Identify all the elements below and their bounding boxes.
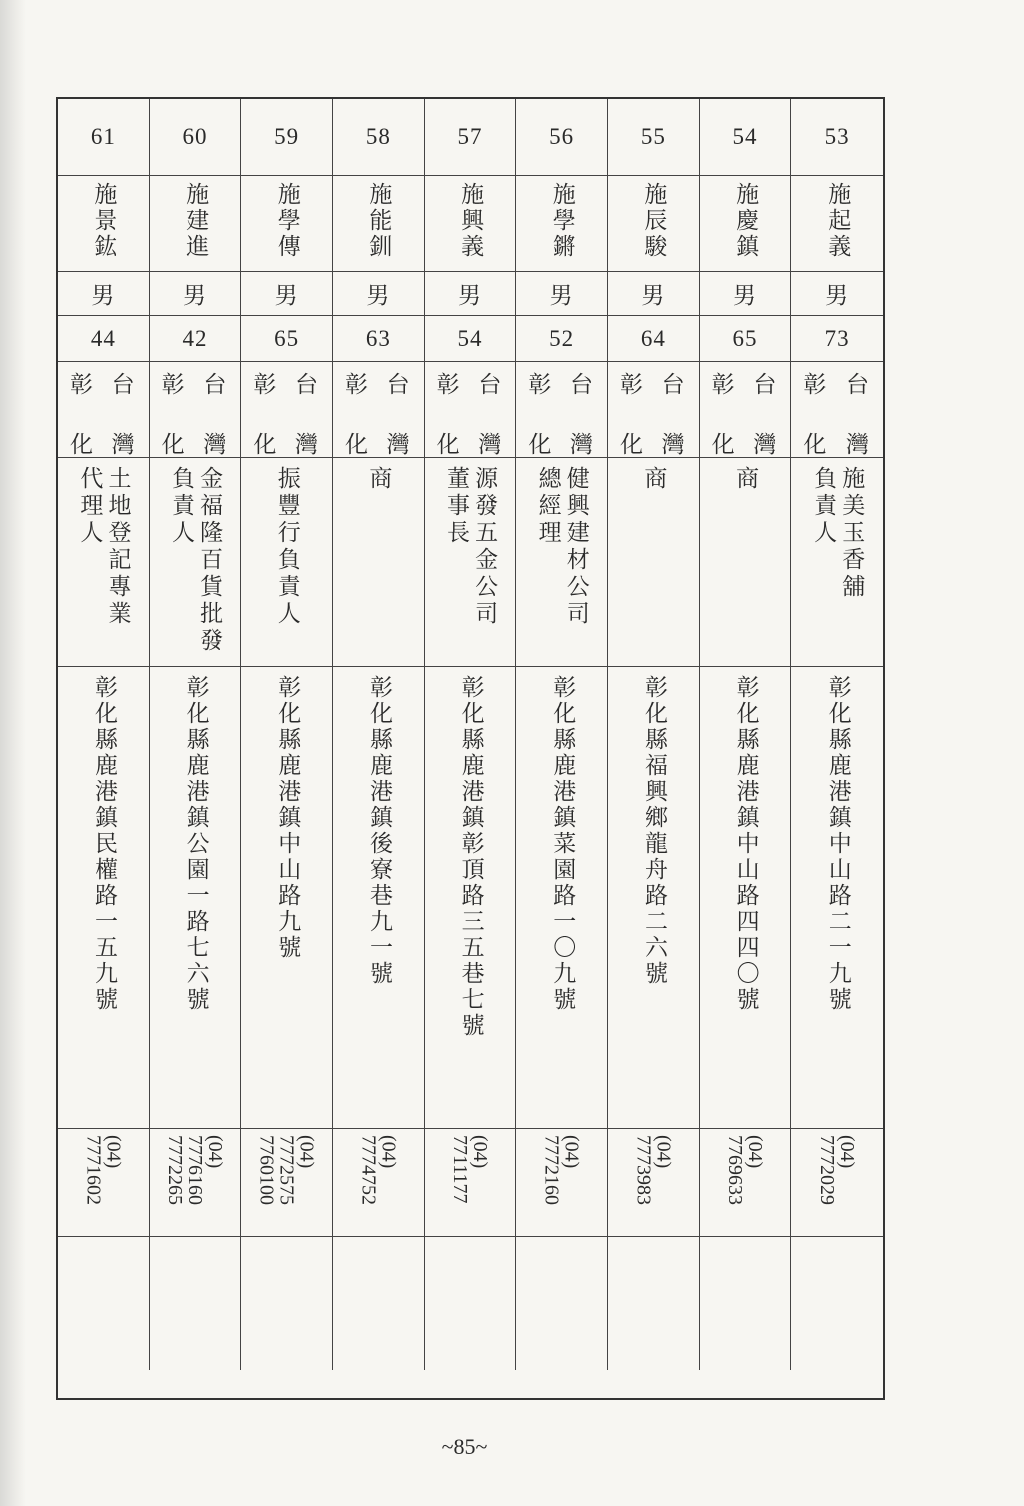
entry-age: 52 xyxy=(516,316,608,362)
entry-name: 施學傳 xyxy=(273,182,300,260)
entry-address-cell xyxy=(608,667,700,1129)
entry-remarks xyxy=(791,1237,883,1370)
entry-number: 58 xyxy=(333,99,425,176)
entry-phone-line: 7776160 xyxy=(183,1135,206,1205)
entry-occupation-line: 總經理 xyxy=(534,466,561,547)
entry-origin xyxy=(700,362,792,458)
entry-phone-line: (04) xyxy=(468,1135,491,1169)
entry-phone-line: (04) xyxy=(560,1135,583,1169)
entry-origin-char: 化 xyxy=(803,432,827,458)
entry-occupation-line: 商 xyxy=(365,466,392,493)
entry-origin-char: 化 xyxy=(528,432,552,458)
entry-origin-char: 彰 xyxy=(161,372,185,398)
entry-number: 60 xyxy=(150,99,242,176)
entry-origin-char: 台 xyxy=(203,372,227,398)
entry-remarks xyxy=(425,1237,517,1370)
entry-origin-char: 彰 xyxy=(436,372,460,398)
entry-origin-char: 灣 xyxy=(203,432,227,458)
entry-origin-char: 台 xyxy=(294,372,318,398)
entry-sex: 男 xyxy=(150,272,242,316)
entry-origin-char: 灣 xyxy=(845,432,869,458)
entry-phone-line: 7772160 xyxy=(540,1135,563,1205)
entry-origin-char: 灣 xyxy=(753,432,777,458)
entry-origin-char: 化 xyxy=(344,432,368,458)
entry-sex: 男 xyxy=(608,272,700,316)
entry-origin-char: 台 xyxy=(111,372,135,398)
entry-origin-char: 台 xyxy=(569,372,593,398)
entry-sex: 男 xyxy=(58,272,150,316)
entry-origin xyxy=(791,362,883,458)
entry-phone-line: (04) xyxy=(652,1135,675,1169)
entry-occupation-line: 商 xyxy=(640,466,667,493)
entry-address-cell xyxy=(425,667,517,1129)
entry-name-cell xyxy=(791,176,883,272)
entry-origin-char: 台 xyxy=(845,372,869,398)
entry-remarks xyxy=(333,1237,425,1370)
entry-age: 65 xyxy=(700,316,792,362)
entry-name: 施能釧 xyxy=(365,182,392,260)
entry-origin xyxy=(333,362,425,458)
entry-sex: 男 xyxy=(425,272,517,316)
entry-sex: 男 xyxy=(333,272,425,316)
entry-name: 施學鏘 xyxy=(548,182,575,260)
entry-origin-char: 彰 xyxy=(344,372,368,398)
entry-remarks xyxy=(150,1237,242,1370)
entry-occupation-line: 董事長 xyxy=(442,466,469,547)
entry-occupation xyxy=(150,458,242,667)
entry-age: 54 xyxy=(425,316,517,362)
entry-occupation-line: 土地登記專業 xyxy=(104,466,131,628)
entry-address-cell xyxy=(58,667,150,1129)
entry-address-cell xyxy=(150,667,242,1129)
entry-sex: 男 xyxy=(700,272,792,316)
entry-remarks xyxy=(700,1237,792,1370)
entry-occupation-line: 負責人 xyxy=(810,466,837,547)
entry-origin xyxy=(150,362,242,458)
entry-sex: 男 xyxy=(791,272,883,316)
entry-phone-line: 7773983 xyxy=(632,1135,655,1205)
entry-origin-char: 灣 xyxy=(661,432,685,458)
entry-number: 54 xyxy=(700,99,792,176)
entry-name-cell xyxy=(700,176,792,272)
entry-name: 施慶鎮 xyxy=(732,182,759,260)
entry-origin-char: 化 xyxy=(436,432,460,458)
entry-origin-char: 台 xyxy=(478,372,502,398)
entry-number: 55 xyxy=(608,99,700,176)
entry-origin-char: 彰 xyxy=(803,372,827,398)
entry-name: 施景鈜 xyxy=(90,182,117,260)
entry-sex: 男 xyxy=(516,272,608,316)
entry-number: 61 xyxy=(58,99,150,176)
entry-address: 彰化縣鹿港鎮中山路四四〇號 xyxy=(732,675,759,1013)
entry-name-cell xyxy=(241,176,333,272)
entry-origin xyxy=(425,362,517,458)
entry-origin-char: 灣 xyxy=(111,432,135,458)
entry-name: 施興義 xyxy=(457,182,484,260)
entry-origin xyxy=(516,362,608,458)
entry-phone-line: (04) xyxy=(102,1135,125,1169)
entry-address: 彰化縣鹿港鎮公園一路七六號 xyxy=(182,675,209,1013)
entry-address: 彰化縣鹿港鎮彰頂路三五巷七號 xyxy=(457,675,484,1039)
entry-occupation xyxy=(58,458,150,667)
entry-name: 施辰駿 xyxy=(640,182,667,260)
entry-phone-cell xyxy=(608,1129,700,1237)
entry-age: 64 xyxy=(608,316,700,362)
entry-origin-char: 化 xyxy=(619,432,643,458)
entry-phone-cell xyxy=(516,1129,608,1237)
entry-name-cell xyxy=(150,176,242,272)
entry-occupation-line: 負責人 xyxy=(167,466,194,547)
entry-phone-cell xyxy=(791,1129,883,1237)
entry-phone-line: (04) xyxy=(295,1135,318,1169)
entry-occupation-line: 施美玉香舖 xyxy=(838,466,865,601)
binding-shadow xyxy=(0,0,26,1506)
entry-origin-char: 化 xyxy=(711,432,735,458)
entry-occupation xyxy=(425,458,517,667)
entry-name-cell xyxy=(608,176,700,272)
entry-phone-cell xyxy=(700,1129,792,1237)
entry-address: 彰化縣鹿港鎮後寮巷九一號 xyxy=(365,675,392,987)
entry-phone-line: (04) xyxy=(203,1135,226,1169)
entry-origin-char: 彰 xyxy=(711,372,735,398)
entry-phone-line: 7772265 xyxy=(163,1135,186,1205)
entry-occupation xyxy=(333,458,425,667)
entry-phone-line: (04) xyxy=(743,1135,766,1169)
entry-occupation xyxy=(608,458,700,667)
entry-name-cell xyxy=(58,176,150,272)
entry-phone-line: 7774752 xyxy=(357,1135,380,1205)
entry-phone-line: 7772029 xyxy=(816,1135,839,1205)
entry-occupation-line: 金福隆百貨批發 xyxy=(196,466,223,655)
entry-origin xyxy=(608,362,700,458)
entry-occupation-line: 源發五金公司 xyxy=(471,466,498,628)
entry-phone-cell xyxy=(150,1129,242,1237)
entry-number: 59 xyxy=(241,99,333,176)
entry-address-cell xyxy=(333,667,425,1129)
entry-phone-line: 7760100 xyxy=(255,1135,278,1205)
entry-origin-char: 灣 xyxy=(569,432,593,458)
entry-number: 53 xyxy=(791,99,883,176)
entry-sex: 男 xyxy=(241,272,333,316)
entry-age: 42 xyxy=(150,316,242,362)
entry-occupation-line: 健興建材公司 xyxy=(562,466,589,628)
page-number: ~85~ xyxy=(441,1434,488,1459)
entry-phone-line: 7772575 xyxy=(275,1135,298,1205)
entry-origin-char: 灣 xyxy=(386,432,410,458)
entry-occupation xyxy=(516,458,608,667)
entry-address-cell xyxy=(791,667,883,1129)
entry-address: 彰化縣鹿港鎮民權路一五九號 xyxy=(90,675,117,1013)
entry-address: 彰化縣鹿港鎮中山路二一九號 xyxy=(824,675,851,1013)
entry-address: 彰化縣福興鄉龍舟路二六號 xyxy=(640,675,667,987)
entry-remarks xyxy=(608,1237,700,1370)
entry-origin-char: 化 xyxy=(253,432,277,458)
entry-occupation xyxy=(241,458,333,667)
entry-origin-char: 灣 xyxy=(478,432,502,458)
entry-address: 彰化縣鹿港鎮菜園路一〇九號 xyxy=(549,675,576,1013)
entry-phone-line: 7711177 xyxy=(448,1135,471,1204)
entry-origin-char: 台 xyxy=(661,372,685,398)
entry-phone-line: (04) xyxy=(836,1135,859,1169)
entry-age: 65 xyxy=(241,316,333,362)
entry-name: 施起義 xyxy=(824,182,851,260)
entry-origin-char: 化 xyxy=(161,432,185,458)
entry-address-cell xyxy=(241,667,333,1129)
entry-occupation xyxy=(700,458,792,667)
entry-origin-char: 彰 xyxy=(528,372,552,398)
entry-origin-char: 彰 xyxy=(619,372,643,398)
entry-phone-line: (04) xyxy=(377,1135,400,1169)
entry-age: 44 xyxy=(58,316,150,362)
entry-remarks xyxy=(241,1237,333,1370)
entry-phone-cell xyxy=(241,1129,333,1237)
entry-origin xyxy=(58,362,150,458)
entry-name-cell xyxy=(516,176,608,272)
entry-name-cell xyxy=(425,176,517,272)
entry-origin-char: 灣 xyxy=(294,432,318,458)
entry-address-cell xyxy=(700,667,792,1129)
entry-age: 73 xyxy=(791,316,883,362)
entry-occupation-line: 商 xyxy=(732,466,759,493)
entry-origin-char: 彰 xyxy=(70,372,93,398)
entry-origin xyxy=(241,362,333,458)
entry-name-cell xyxy=(333,176,425,272)
entry-origin-char: 彰 xyxy=(253,372,277,398)
entry-phone-cell xyxy=(425,1129,517,1237)
entry-number: 57 xyxy=(425,99,517,176)
entry-occupation-line: 振豐行負責人 xyxy=(273,466,300,628)
entry-phone-cell xyxy=(333,1129,425,1237)
entry-age: 63 xyxy=(333,316,425,362)
entry-origin-char: 台 xyxy=(753,372,777,398)
roster-table xyxy=(56,97,885,1400)
entry-phone-line: 7771602 xyxy=(82,1135,105,1205)
entry-occupation xyxy=(791,458,883,667)
entry-origin-char: 台 xyxy=(386,372,410,398)
entry-remarks xyxy=(516,1237,608,1370)
entry-origin-char: 化 xyxy=(70,432,93,458)
entry-name: 施建進 xyxy=(182,182,209,260)
entry-phone-line: 7769633 xyxy=(723,1135,746,1205)
entry-address: 彰化縣鹿港鎮中山路九號 xyxy=(274,675,301,961)
entry-number: 56 xyxy=(516,99,608,176)
entry-remarks xyxy=(58,1237,150,1370)
entry-address-cell xyxy=(516,667,608,1129)
entry-phone-cell xyxy=(58,1129,150,1237)
entry-occupation-line: 代理人 xyxy=(76,466,103,547)
